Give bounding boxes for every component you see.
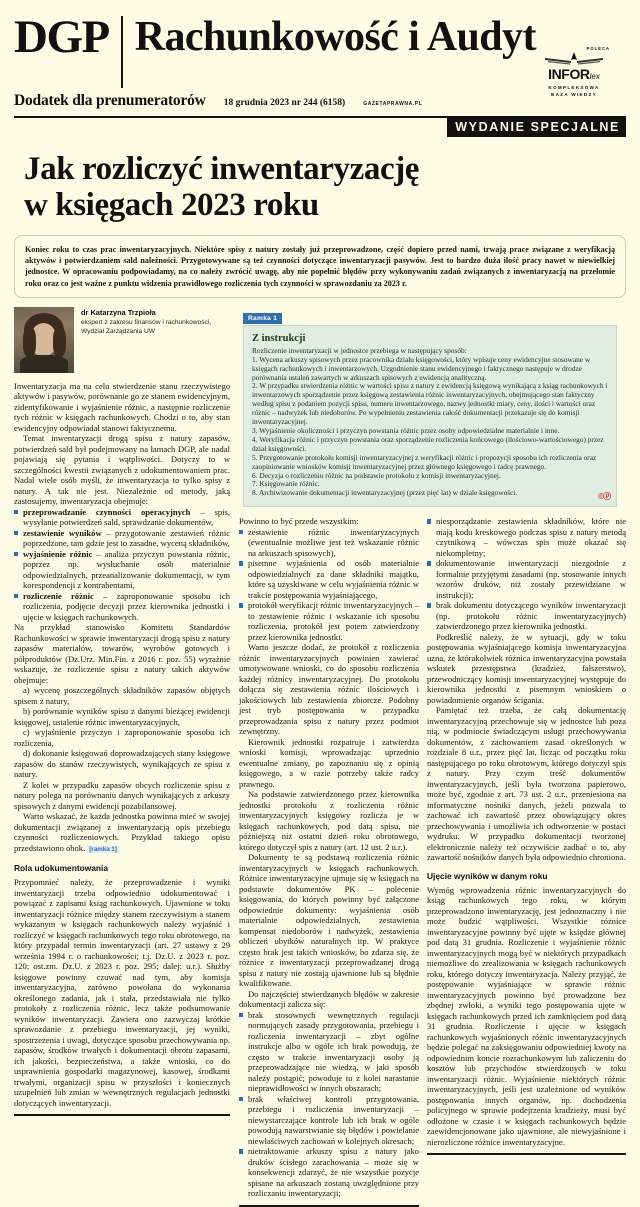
poleca-label: POLECA	[586, 46, 610, 51]
masthead-title-row	[14, 11, 626, 88]
edition-badge: WYDANIE SPECJALNE	[447, 118, 626, 137]
c1-b1-lead: przeprowadzanie czynności operacyjnych	[23, 506, 191, 517]
c1-b3-lead: wyjaśnienie różnic	[23, 548, 93, 559]
lead-paragraph: Koniec roku to czas prac inwentaryzacyjnych. Niektóre spisy z natury zostały już przeprowadzone, część dopiero przed nami, trwają prace związane z weryfikacją aktywów i potwierdzaniem sald należności. Przygotowywane są też czynności dotyczące inwentaryzacji pasywów. Jest to bardzo duża ilość pracy nawet w niewielkiej jednostce. W opracowaniu podpowiadamy, na co należy zwrócić uwagę, aby nie popełnić błędów przy wykonywaniu zadań związanych z inwentaryzacją na przełomie roku oraz co jest ważne z punktu widzenia prawidłowego rozliczenia tych czynności w sprawozdaniu za 2023 r.	[14, 235, 626, 298]
column-2	[239, 516, 427, 1207]
author-desc-1: ekspert z zakresu finansów i rachunkowości,	[81, 318, 212, 326]
avatar-hair-right	[53, 327, 66, 357]
list-item: pisemne wyjaśnienia od osób materialnie odpowiedzialnych za dane składniki majątku, które są uzyskiwane w celu wyjaśnienia różnic w trakcie postępowania wyjaśniającego,	[239, 558, 419, 600]
ramka-1-item: 1. Wycena arkuszy spisowych przez pracownika działu księgowości, który wpisuje ceny ewidencyjne stosowane w księgach rachunkowych i inwentarzowych. Uzgodnienie stanu ewidencyjnego i faktycznego następuje w drodze porównania ustaleń zawartych w arkuszach spisowych z ewidencją analityczną.	[252, 354, 591, 382]
list-item: brak właściwej kontroli przygotowania, przebiegu i rozliczenia inwentaryzacji – niewystarczające kontrole lub ich brak w ogóle powodują nawarstwianie się błędów i powielanie niewłaściwych zachowań w kolejnych okresach;	[239, 1094, 419, 1147]
columns-2-3	[239, 516, 626, 1207]
column-1	[14, 307, 239, 1207]
infor-word: INFOR	[548, 66, 590, 82]
infor-lex: lex	[589, 72, 600, 81]
headline-line-1: Jak rozliczyć inwentaryzację	[24, 151, 420, 187]
ramka-1-body	[243, 325, 617, 507]
c2-paragraph-2: Warto jeszcze dodać, że protokół z rozliczenia różnic inwentaryzacyjnych powinien zawierać umotywowane wnioski, co do sposobu rozliczenia każdej różnicy inwentaryzacyjnej. Do protokołu dołącza się zestawienia różnic ilościowych i jakościowych lub zestawienia zbiorcze. Podobny jest tryb postępowania w przypadku przeprowadzania spisu z natury przez podmiot zewnętrzny.	[239, 642, 419, 737]
c3-paragraph-2: Pamiętać też trzeba, że całą dokumentację inwentaryzacyjną przechowuje się w jednostce lub poza nią, w podmiocie świadczącym usługi przechowywania dokumentów, z zachowaniem zasad określonych w rozdziale 8 u.r., przez pięć lat, licząc od początku roku następującego po roku obrotowym, którego dotyczył spis z natury. Przy czym treść dokumentów inwentaryzacyjnych, jeśli była tworzona papierowo, może być, zgodnie z art. 73 ust. 2 u.r., przeniesiona na informatyczne nośniki danych, jeżeli pozwala to zachować ich zawartość przez obowiązujący okres przechowywania i umożliwia ich odtworzenie w postaci wydruku. W przypadku dokumentacji tworzonej elektronicznie należy też oczywiście zadbać o to, aby zawartość nośników danych była odpowiednio chroniona.	[427, 705, 626, 863]
c1-b4-rest: – zaproponowanie sposobu ich rozliczenia, podjęcie decyzji przez kierownika jednostki i ujęcie w księgach rachunkowych.	[23, 590, 230, 622]
ramka-1-box	[243, 307, 617, 507]
c2-paragraph-4: Na podstawie zatwierdzonego przez kierownika jednostki protokołu z rozliczenia różnic inwentaryzacyjnych księgowy rozlicza je w księgach rachunkowych, pod datą spisu, nie późniejszą niż ostatni dzień roku obrotowego, którego dotyczył spis z natury (art. 12 ust. 2 u.r.).	[239, 789, 419, 852]
supplement-title: Rachunkowość i Audyt	[134, 14, 536, 60]
c2-bullet-list-2	[239, 1010, 419, 1199]
c1-b2-rest: – przygotowanie zestawień różnic poprzedzone, tam gdzie jest to zasadne, wyceną składników,	[23, 527, 230, 549]
c3-paragraph-1: Podkreślić należy, że w sytuacji, gdy w toku postępowania wyjaśniającego komisja inwentaryzacyjna uzna, że którakolwiek różnica inwentaryzacyjna powstała wskutek przestępstwa (kradzież, fałszerstwo), przewodniczący komisji inwentaryzacyjnej występuje do kierownika jednostki z pisemnym wnioskiem o powiadomienie organów ścigania.	[427, 631, 626, 705]
c2-bullet-list	[239, 527, 419, 643]
list-item	[14, 591, 230, 623]
ramka-1-item: 5. Przygotowanie protokołu komisji inwentaryzacyjnej z weryfikacji różnic i propozycji sposobu ich rozliczenia oraz zaopiniowanie wniosków komisji inwentaryzacyjnej przez głównego księgowego i radcę prawnego.	[252, 452, 597, 471]
infor-tagline-2: BAZA WIEDZY	[550, 92, 598, 97]
c2-bottom-rule	[239, 1205, 419, 1207]
c1-bottom-rule	[14, 1114, 230, 1116]
page-title	[24, 151, 626, 223]
list-item	[14, 549, 230, 591]
avatar-body	[20, 355, 68, 373]
list-item: brak stosownych wewnętrznych regulacji normujących zasady przygotowania, przebiegu i rozliczenia inwentaryzacji – zbyt ogólne instrukcje albo w ogóle ich brak powodują, że często w trakcie inwentaryzacji osoby ją przeprowadzające nie wiedzą, w jaki sposób należy postąpić; powoduje to z kolei narastanie nieprawidłowości w innych obszarach;	[239, 1010, 419, 1094]
author-desc-2: Wydział Zarządzania UW	[81, 328, 155, 336]
infor-wordmark	[536, 67, 612, 84]
masthead-subtitle-row	[14, 92, 626, 110]
c1-b4-lead: rozliczenie różnic	[23, 590, 94, 601]
ramka-1-tab: Ramka 1	[243, 313, 282, 324]
ramka-1-item: 3. Wyjaśnienie okoliczności i przyczyn powstania różnic przez osoby odpowiedzialne materialnie i inne.	[252, 425, 560, 435]
book-wings-icon	[543, 51, 605, 67]
ramka-1-item: 6. Decyzja o rozliczeniu różnic na podstawie protokołu z komisji inwentaryzacyjnej.	[252, 470, 501, 480]
c1-paragraph-1: Inwentaryzacja ma na celu stwierdzenie stanu rzeczywistego aktywów i pasywów, porównanie go ze stanem ewidencyjnym, zidentyfikowanie i wyjaśnienie różnic, a następnie rozliczenie tych różnic w księgach rachunkowych. Chodzi o to, aby stan ewidencyjny odpowiadał stanowi faktycznemu.	[14, 380, 230, 433]
ramka-1-intro: Rozliczenie inwentaryzacji w jednostce przebiega w następujący sposób:	[252, 345, 467, 355]
brand-logo: DGP	[14, 11, 109, 63]
list-item: nietraktowanie arkuszy spisu z natury jako druków ścisłego zarachowania – może się w konsekwencji zdarzyć, że nie wszystkie pozycje spisane na arkuszach zostaną uwzględnione przy rozliczaniu inwentaryzacji;	[239, 1146, 419, 1199]
c2-paragraph-6: Do najczęściej stwierdzanych błędów w zakresie dokumentacji zalicza się:	[239, 988, 419, 1010]
c1-paragraph-4: a) wycenę poszczególnych składników zapasów objętych spisem z natury,	[14, 685, 230, 706]
c1-b3-rest: – analiza przyczyn powstania różnic, poprzez np. wysłuchanie osób materialnie odpowiedzialnych, przeanalizowanie dokumentacji, w tym korespondencji z kontrahentami,	[23, 548, 231, 591]
edition-badge-wrap	[14, 118, 626, 137]
list-item: niesporządzanie zestawienia składników, które nie mają kodu kreskowego podczas spisu z natury metodą czytnikową – wówczas spis może okazać się niekompletny;	[427, 516, 626, 558]
copyright-mark: ©Ⓟ	[598, 492, 610, 502]
masthead-subtitle: Dodatek dla prenumeratorów	[14, 92, 206, 109]
issue-date: 18 grudnia 2023 nr 244 (6158)	[223, 98, 346, 108]
infor-logo	[536, 46, 612, 98]
c3-paragraph-3: Wymóg wprowadzenia różnic inwentaryzacyjnych do ksiąg rachunkowych tego roku, w którym przeprowadzono inwentaryzację, jest jednoznaczny i nie może budzić wątpliwości. Wszystkie różnice inwentaryzacyjne powinny być ujęte w księdze głównej pod datą 31 grudnia. Rozliczenie i wyjaśnienie różnic inwentaryzacyjnych mogą być w niektórych przypadkach niemożliwe do zrealizowania w księgach rachunkowych roku, którego dotyczy inwentaryzacja. Należy przyjąć, że postępowanie wyjaśniające w sprawie różnic inwentaryzacyjnych powinno być prowadzone bez zbędnej zwłoki, a wyniki tego postępowania ujęte w księgach rachunkowych przed ich zamknięciem pod datą 31 grudnia. Rozliczenie i ujęcie w księgach rachunkowych wyjaśnionych różnic inwentaryzacyjnych będzie polegać na zaksięgowaniu odpowiedniej kwoty na odpowiednim koncie rozrachunkowym lub zaliczeniu do kosztów lub przychodów stwierdzonych w toku inwentaryzacji różnic. Wyjaśnienie niektórych różnic inwentaryzacyjnych, jeśli jest uzależnione od wyników postępowania innych organów, np. dochodzenia policyjnego w sprawie podejrzenia kradzieży, musi być odłożone w czasie i w księgach rachunkowych będzie zaewidencjonowane jako ujawnione, ale niewyjaśnione i nierozliczone różnice inwentaryzacyjne.	[427, 884, 626, 1147]
list-item	[14, 507, 230, 528]
c1-b2-lead: zestawienie wyników	[23, 527, 102, 538]
list-item	[14, 528, 230, 549]
c1-paragraph-8: Z kolei w przypadku zapasów obcych rozliczenie spisu z natury polega na porównaniu danych wynikających z arkuszy spisowych z danymi ewidencji pozabilansowej.	[14, 779, 230, 811]
ramka-1-item: 8. Archiwizowanie dokumentacji inwentaryzacyjnej (przez pięć lat) w dziale księgowości.	[252, 488, 518, 498]
infor-wings-icon	[536, 51, 612, 67]
c2-paragraph-3: Kierownik jednostki rozpatruje i zatwierdza wnioski komisji, wprowadzając uprzednio ewentualne zmiany, po zapoznaniu się z opinią księgowego, a w razie potrzeby także radcy prawnego.	[239, 736, 419, 789]
infor-tagline-1: KOMPLEKSOWA	[548, 85, 600, 90]
list-item: dokumentowanie inwentaryzacji niezgodnie z formalnie przyjętymi zasadami (np. stosowanie innych wzorów druków, niż zostały przewidziane w instrukcji);	[427, 558, 626, 600]
c2-paragraph-5: Dokumenty te są podstawą rozliczenia różnic inwentaryzacyjnych w księgach rachunkowych. Różnice inwentaryzacyjne ujmuje się w księgach na podstawie dokumentów PK – polecenie księgowania, do których powinny być załączone odpowiednie dokumenty: wyjaśnienia osób materialnie odpowiedzialnych, zestawienia kompensat niedoborów i nadwyżek, zestawienia obliczeń ubytków naturalnych itp. W praktyce często brak jest takich wniosków, bo zdarza się, że różnice z inwentaryzacji przeprowadzanej drogą spisu z natury nie zostają ujawnione lub są błędnie kwalifikowane.	[239, 852, 419, 989]
avatar	[14, 307, 74, 373]
c1-paragraph-10: Przypomnieć należy, że przeprowadzenie i wyniki inwentaryzacji trzeba odpowiednio udokumentować i powiązać z zapisami ksiąg rachunkowych. Ujawnione w toku inwentaryzacji różnice między stanem rzeczywistym a stanem wykazanym w księgach rachunkowych należy wyjaśnić i rozliczyć w księgach rachunkowych tego roku obrotowego, na który przypadał termin inwentaryzacji (art. 27 ustawy z 29 września 1994 r. o rachunkowości; t.j. Dz.U. z 2023 r. poz. 120; ost.zm. Dz.U. z 2023 r. poz. 295; dalej: u.r.). Służby księgowe powinny czuwać nad tym, aby komisja inwentaryzacyjna, zarówno powołana do wykonania określonego zadania, jak i stała, przedstawiała nie tylko protokoły z rozliczenia różnic, lecz także podsumowanie wyników inwentaryzacji. Zawiera ono zazwyczaj krótkie sprawozdanie z przebiegu inwentaryzacji, jej wyniki, spostrzeżenia i uwagi, dotyczące sposobu przechowywania np. zapasów, środków trwałych i dokumentacji obrotu zapasami, ich jakości, bezpieczeństwa, a także wnioski, co do usprawnienia gospodarki magazynowej, kasowej, środkami trwałymi, organizacji spisu w przyszłości i koniecznych uzupełnień lub zmian w wewnętrznych regulacjach jednostki dotyczących inwentaryzacji.	[14, 877, 230, 1108]
c1-paragraph-2: Temat inwentaryzacji drogą spisu z natury zapasów, potwierdzeń sald był podejmowany na łamach DGP, ale nadal pojawiają się pytania i wątpliwości. Dotyczy to w szczególności kwestii związanych z udokumentowaniem prac. Nadal wiele osób myśli, że inwentaryzacja to tylko spisy z natury. A tak nie jest. Niezależnie od metody, jaką zastosujemy, inwentaryzacja obejmuje:	[14, 433, 230, 507]
author-text	[81, 307, 211, 337]
right-block	[239, 307, 626, 1207]
c1-paragraph-3: Na przykład stanowisko Komitetu Standardów Rachunkowości w sprawie inwentaryzacji drogą spisu z natury zapasów materiałów, towarów, wyrobów gotowych i półproduktów (Dz.Urz. Min.Fin. z 2016 r. poz. 55) wyraźnie wskazuje, że rozliczenie spisu z natury takich aktywów obejmuje:	[14, 622, 230, 685]
ramka-1-item: 7. Księgowanie różnic.	[252, 479, 320, 489]
headline-line-2: w księgach 2023 roku	[24, 187, 319, 223]
c3-bullet-list	[427, 516, 626, 632]
c3-subheading: Ujęcie wyników w danym roku	[427, 870, 548, 881]
c2-paragraph-1: Powinno to być przede wszystkim:	[239, 516, 359, 527]
ramka-1-item: 2. W przypadku stwierdzenia różnic w wartości spisu z natury z ewidencją księgową wynikającą z ksiąg rachunkowych i inwentarzowych sporządzenie przez księgową zestawienia różnic inwentaryzacyjnych, obejmującego stan faktyczny według spisu z podaniem pozycji spisu, numeru inwentarzowego, nazwy jednostki miary, ceny, ilości i wartości oraz różnic – nadwyżek lub niedoborów. Po wypełnieniu zestawienia całość dokumentacji przekazuje się do komisji inwentaryzacyjnej.	[252, 381, 608, 427]
author-byline	[14, 307, 230, 373]
article-columns	[14, 307, 626, 1207]
author-name: dr Katarzyna Trzpioła	[81, 307, 156, 317]
ramka-1-reference[interactable]: [ramka 1]	[89, 845, 117, 853]
c1-bullet-list	[14, 507, 230, 623]
list-item: brak dokumentu dotyczącego wyników inwentaryzacji (np. protokołu różnic inwentaryzacyjnych) zatwierdzonego przez kierownika jednostki.	[427, 600, 626, 632]
list-item: protokół weryfikacji różnic inwentaryzacyjnych – to zestawienie różnic i wskazanie ich sposobu rozliczenia, protokół jest potem zatwierdzony przez kierownika jednostki.	[239, 600, 419, 642]
c1-paragraph-7: d) dokonanie księgowań doprowadzających stany księgowe zapasów do stanów rzeczywistych, wynikających ze spisu z natury.	[14, 748, 230, 780]
c1-p9-text: Warto wskazać, że każda jednostka powinna mieć w swojej dokumentacji związanej z inwentaryzacją opis przebiegu czynności rozliczeniowych. Przykład takiego opisu przedstawiono obok.	[14, 811, 230, 853]
avatar-hair-left	[23, 327, 36, 357]
site-url: GAZETAPRAWNA.PL	[363, 101, 423, 107]
ramka-1-heading: Z instrukcji	[252, 332, 306, 344]
list-item: zestawienie różnic inwentaryzacyjnych (ewentualnie możliwe jest też wskazanie różnic na arkuszach spisowych),	[239, 527, 419, 559]
masthead	[14, 0, 626, 137]
masthead-divider	[121, 16, 123, 88]
c1-paragraph-9	[14, 811, 230, 855]
c1-paragraph-5: b) porównanie wyników spisu z danymi bieżącej ewidencji księgowej, ustalenie różnic inwentaryzacyjnych,	[14, 706, 230, 727]
ramka-1-item: 4. Weryfikacja różnic i przyczyn powstania oraz sporządzenie rozliczenia końcowego (ilościowo-wartościowego) przez dział księgowości.	[252, 434, 604, 453]
c1-paragraph-6: c) wyjaśnienie przyczyn i zaproponowanie sposobu ich rozliczenia,	[14, 727, 230, 748]
c3-bottom-rule	[427, 1153, 626, 1155]
column-3	[427, 516, 626, 1207]
c1-subheading: Rola udokumentowania	[14, 863, 108, 874]
c1-b1-rest: – spis, wysyłanie potwierdzeń sald, sprawdzanie dokumentów,	[23, 506, 230, 528]
